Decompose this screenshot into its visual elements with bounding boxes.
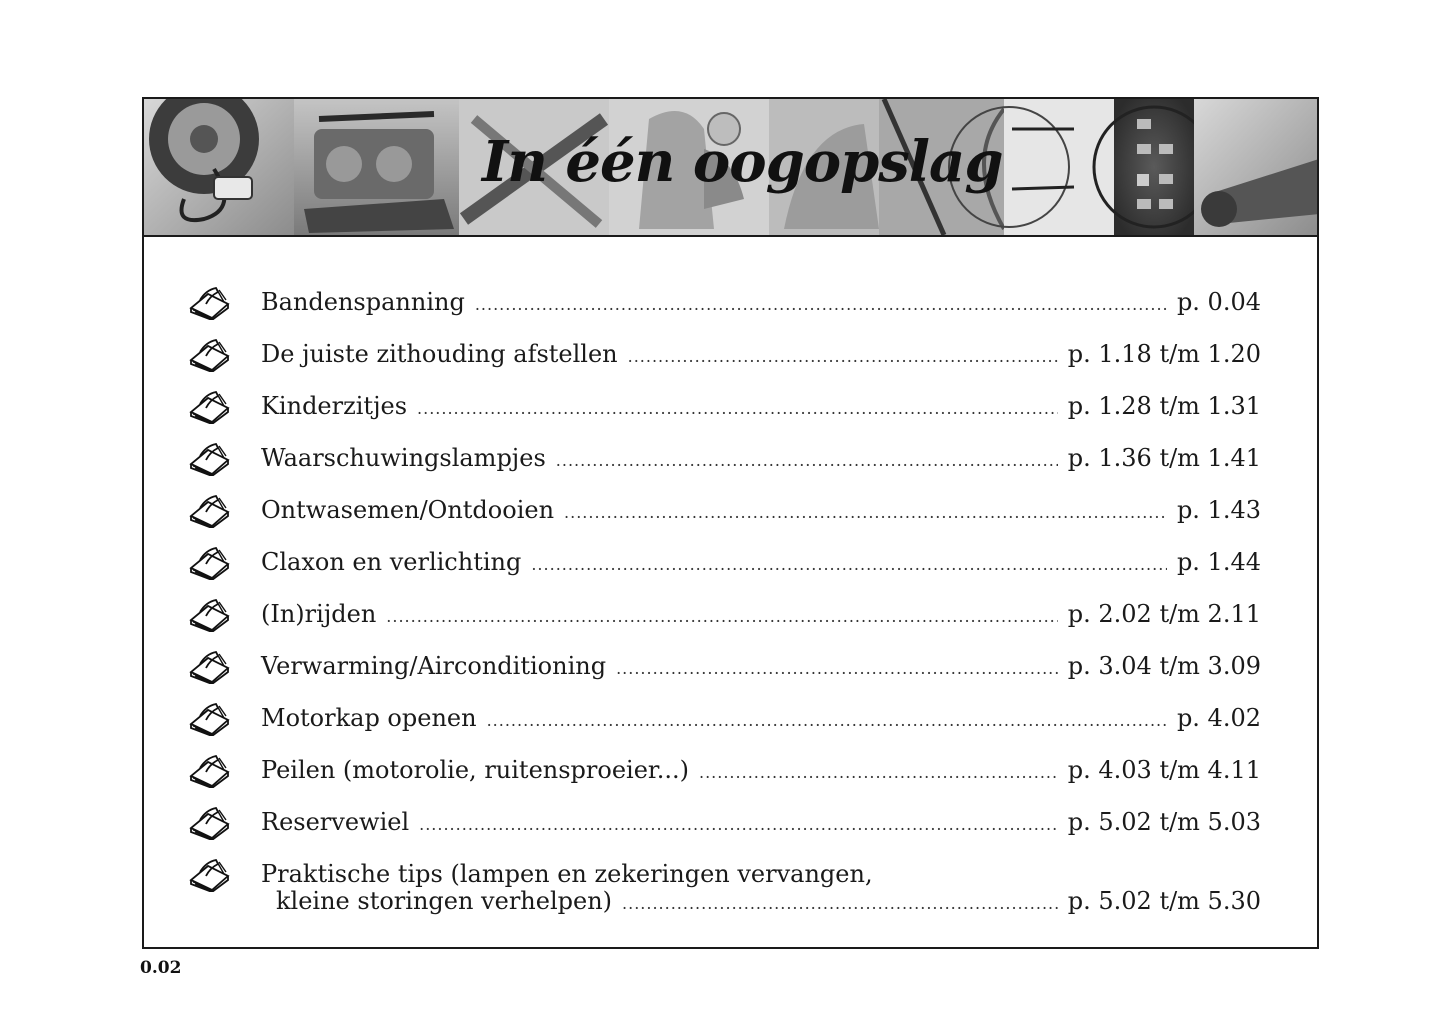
book-icon: [188, 702, 230, 736]
dot-leader: [622, 886, 1058, 922]
page-title: In één oogopslag: [482, 129, 1003, 195]
toc-entry[interactable]: [144, 284, 1317, 324]
content-frame: [142, 97, 1319, 949]
toc-entry-page: p. 4.02: [1176, 704, 1261, 732]
toc-entry[interactable]: [144, 856, 1317, 915]
book-icon: [188, 858, 230, 892]
book-icon: [188, 442, 230, 476]
book-icon: [188, 338, 230, 372]
book-icon: [188, 390, 230, 424]
page-number: 0.02: [140, 958, 182, 978]
toc-entry-page: p. 1.36 t/m 1.41: [1067, 444, 1261, 472]
toc-entry-label: Motorkap openen: [261, 704, 477, 732]
toc-entry-label: Claxon en verlichting: [261, 548, 522, 576]
toc-entry[interactable]: [144, 492, 1317, 532]
toc-entry[interactable]: [144, 648, 1317, 688]
book-icon: [188, 494, 230, 528]
toc-entry-label-line2: kleine storingen verhelpen): [276, 887, 613, 915]
toc-entry-label: Bandenspanning: [261, 288, 465, 316]
dot-leader: [419, 807, 1058, 843]
toc-entry-page: p. 1.28 t/m 1.31: [1067, 392, 1261, 420]
book-icon: [188, 598, 230, 632]
toc-entry[interactable]: [144, 752, 1317, 792]
dot-leader: [564, 495, 1167, 531]
toc-entry-page: p. 4.03 t/m 4.11: [1067, 756, 1261, 784]
dot-leader: [386, 599, 1057, 635]
toc-entry[interactable]: [144, 388, 1317, 428]
book-icon: [188, 650, 230, 684]
toc-entry-label: Praktische tips (lampen en zekeringen vervangen,: [261, 860, 873, 888]
toc-entry[interactable]: [144, 596, 1317, 636]
toc-entry-page: p. 5.02 t/m 5.30: [1067, 887, 1261, 915]
dot-leader: [628, 339, 1058, 375]
toc-entry[interactable]: [144, 336, 1317, 376]
toc-entry[interactable]: [144, 700, 1317, 740]
toc-entry-page: p. 5.02 t/m 5.03: [1067, 808, 1261, 836]
toc-entry[interactable]: [144, 544, 1317, 584]
dot-leader: [417, 391, 1058, 427]
toc-entry-label: Reservewiel: [261, 808, 410, 836]
toc-entry-label: De juiste zithouding afstellen: [261, 340, 618, 368]
toc-entry-label: (In)rijden: [261, 600, 377, 628]
toc-entry-label: Kinderzitjes: [261, 392, 408, 420]
toc-entry-label: Ontwasemen/Ontdooien: [261, 496, 555, 524]
dot-leader: [475, 287, 1167, 323]
toc-entry-label: Verwarming/Airconditioning: [261, 652, 607, 680]
header-banner: [144, 99, 1317, 237]
toc-entry[interactable]: [144, 440, 1317, 480]
toc-entry-page: p. 1.18 t/m 1.20: [1067, 340, 1261, 368]
book-icon: [188, 806, 230, 840]
dot-leader: [616, 651, 1058, 687]
toc-entry-page: p. 2.02 t/m 2.11: [1067, 600, 1261, 628]
book-icon: [188, 546, 230, 580]
dot-leader: [699, 755, 1058, 791]
toc-entry-page: p. 1.43: [1176, 496, 1261, 524]
book-icon: [188, 754, 230, 788]
toc-entry-label: Waarschuwingslampjes: [261, 444, 546, 472]
toc-entry[interactable]: [144, 804, 1317, 844]
dot-leader: [556, 443, 1058, 479]
toc-entry-label: Peilen (motorolie, ruitensproeier...): [261, 756, 689, 784]
toc-entry-page: p. 0.04: [1176, 288, 1261, 316]
toc-entry-page: p. 1.44: [1176, 548, 1261, 576]
toc-entry-page: p. 3.04 t/m 3.09: [1067, 652, 1261, 680]
dot-leader: [531, 547, 1167, 583]
dot-leader: [487, 703, 1167, 739]
book-icon: [188, 286, 230, 320]
